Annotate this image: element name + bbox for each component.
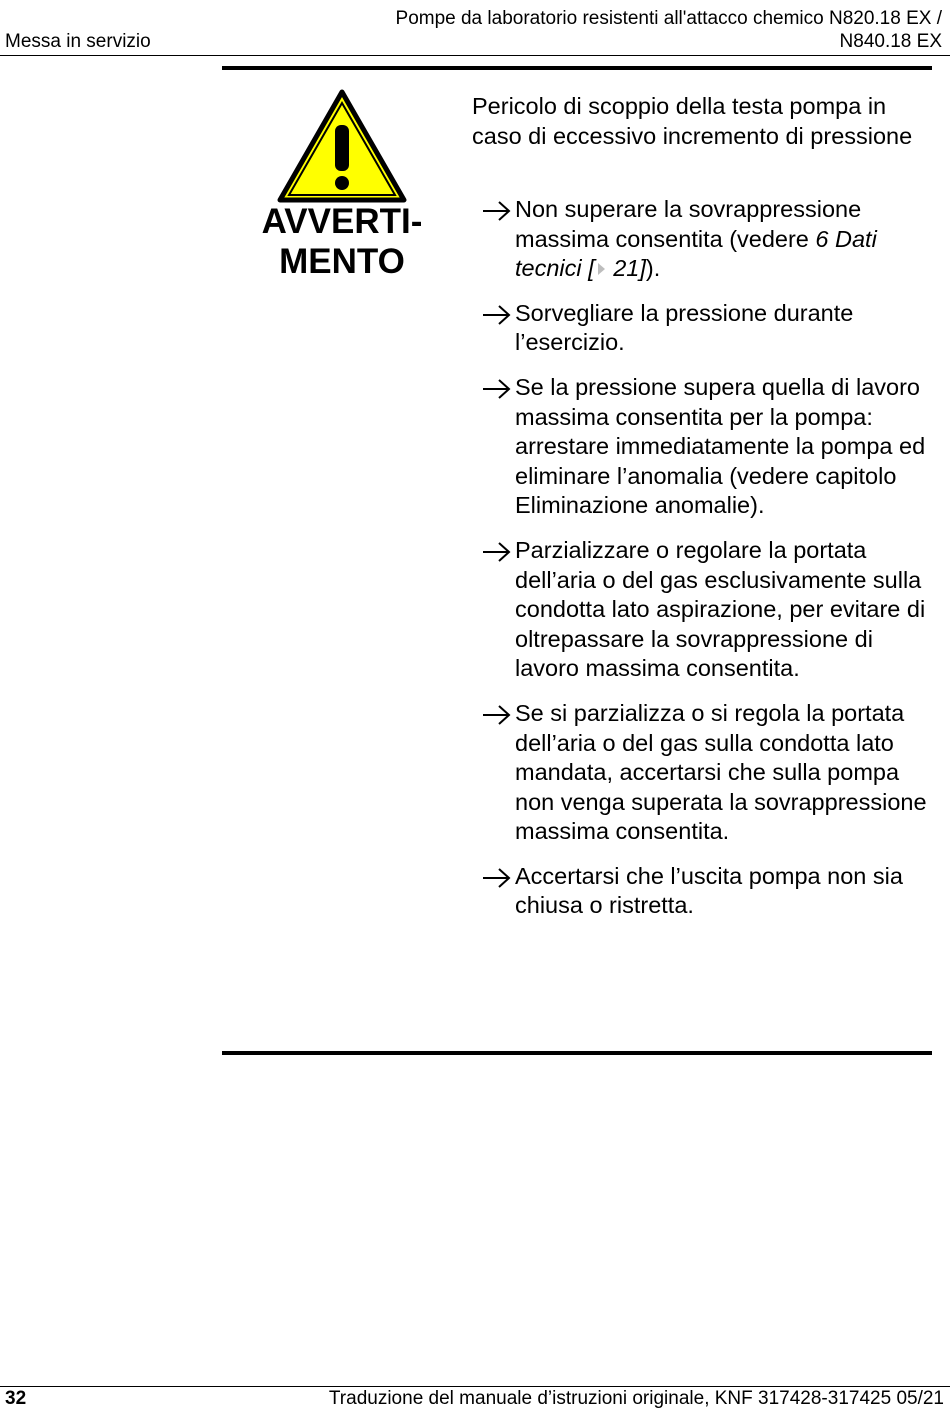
hazard-title: Pericolo di scoppio della testa pompa in caso di eccessivo incremento di pressione (472, 93, 913, 149)
measure-item (482, 536, 932, 684)
arrow-right-icon (482, 201, 512, 221)
signal-word-line2: MENTO (279, 242, 405, 281)
safety-measures-list (482, 195, 932, 936)
measure-item (482, 299, 932, 358)
measure-text: Accertarsi che l’uscita pompa non sia chiusa o ristretta. (515, 862, 903, 919)
arrow-right-icon (482, 705, 512, 725)
arrow-right-icon (482, 379, 512, 399)
exclamation-bar (335, 125, 349, 171)
measure-text: Se si parzializza o si regola la portata dell’aria o del gas sulla condotta lato mandata, accertarsi che sulla pompa non venga superata la sovrappressione massima consentita. (515, 699, 927, 845)
page-number: 32 (5, 1388, 27, 1409)
header-section-title: Messa in servizio (5, 31, 151, 52)
header-divider (0, 55, 950, 56)
warning-triangle-icon (277, 89, 407, 203)
header-product-title: Pompe da laboratorio resistenti all'attacco chemico N820.18 EX / N840.18 EX (395, 8, 942, 52)
measure-item (482, 195, 932, 284)
warning-box-bottom-rule (222, 1051, 932, 1055)
arrow-right-icon (482, 305, 512, 325)
measure-item (482, 862, 932, 921)
signal-word-line1: AVVERTI- (261, 202, 423, 241)
measure-text: Parzializzare o regolare la portata dell’aria o del gas esclusivamente sulla condotta lato aspirazione, per evitare di oltrepassare la sovrappressione di lavoro massima consentita. (515, 536, 926, 682)
arrow-right-icon (482, 868, 512, 888)
measure-text: Se la pressione supera quella di lavoro massima consentita per la pompa: arrestare immediatamente la pompa ed eliminare l’anomalia (vedere capitolo Eliminazione anomalie). (515, 373, 926, 519)
measure-text: Sorvegliare la pressione durante l’esercizio. (515, 299, 854, 356)
measure-text: Non superare la sovrappressione massima consentita (vedere (515, 196, 862, 252)
signal-word (242, 202, 442, 282)
measure-item (482, 373, 932, 521)
arrow-right-icon (482, 542, 512, 562)
page-reference-icon (595, 261, 607, 277)
cross-reference-page: 21] (606, 255, 646, 282)
footer-divider (0, 1386, 950, 1387)
footer-document-info: Traduzione del manuale d’istruzioni originale, KNF 317428-317425 05/21 (328, 1388, 944, 1409)
cross-reference-title: 6 Dati tecnici [ (515, 225, 877, 282)
warning-box-top-rule (222, 66, 932, 70)
exclamation-dot (335, 176, 349, 190)
measure-item (482, 699, 932, 847)
measure-text-end: ). (645, 255, 661, 282)
